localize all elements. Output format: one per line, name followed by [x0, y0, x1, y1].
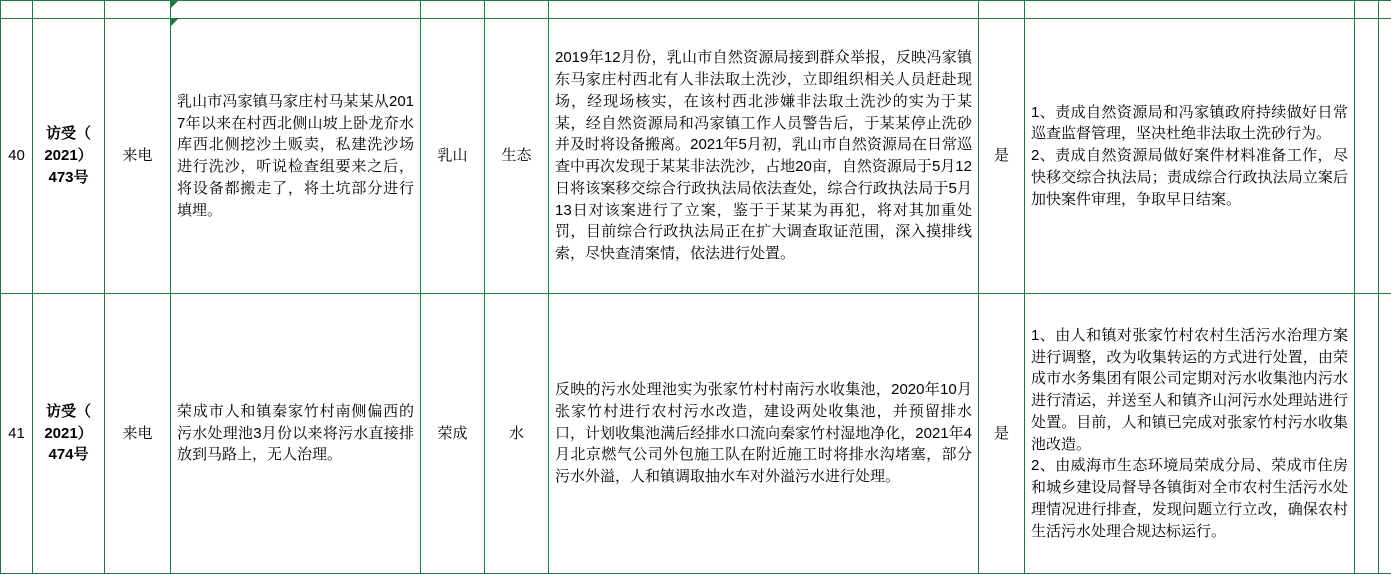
cell-flag: 是 [979, 294, 1025, 574]
source-line: 474号 [48, 446, 89, 464]
cell-measures [1025, 294, 1355, 574]
source-line: 473号 [48, 168, 89, 186]
measure-line: 1、由人和镇对张家竹村农村生活污水治理方案进行调整，改为收集转运的方式进行处置，由荣成市水务集团有限公司定期对污水收集池内污水进行清运，并送至人和镇齐山河污水处理站进行处置。目前，人和镇已完成对张家竹村污水收集池改造。 [1031, 326, 1348, 453]
cell-channel: 来电 [105, 19, 171, 294]
cell-extra-2 [1379, 19, 1391, 294]
table-row-spacer [1, 1, 1391, 19]
cell-spacer-detail [549, 1, 979, 19]
cell-flag: 是 [979, 19, 1025, 294]
cell-spacer-extra-1 [1355, 1, 1379, 19]
cell-source-number [33, 294, 105, 574]
cell-extra-2 [1379, 294, 1391, 574]
cell-extra-1 [1355, 294, 1379, 574]
cell-investigation-detail: 2019年12月份，乳山市自然资源局接到群众举报，反映冯家镇东马家庄村西北有人非法取土洗沙，立即组织相关人员赶赴现场，经现场核实，在该村西北涉嫌非法取土洗沙的实为于某某，经自然资源局和冯家镇工作人员警告后，于某某停止洗砂并及时将设备搬离。2021年5月初，乳山市自然资源局在日常巡查中再次发现于某某非法洗沙，占地20亩，自然资源局于5月12日将该案移交综合行政执法局依法查处，综合行政执法局于5月13日对该案进行了立案，鉴于于某某为再犯，将对其加重处罚，目前综合行政执法局正在扩大调查取证范围，深入摸排线索，尽快查清案情，依法进行处置。 [549, 19, 979, 294]
cell-type: 生态 [485, 19, 549, 294]
cell-spacer-index [1, 1, 33, 19]
source-line: 访受（ [45, 125, 91, 143]
cell-spacer-description [171, 1, 421, 19]
cell-spacer-measures [1025, 1, 1355, 19]
cell-measures [1025, 19, 1355, 294]
table-row [1, 294, 1391, 574]
source-line: 访受（ [45, 402, 91, 420]
cell-extra-1 [1355, 19, 1379, 294]
cell-spacer-source [33, 1, 105, 19]
source-line: 2021） [44, 424, 93, 442]
cell-description: 荣成市人和镇秦家竹村南侧偏西的污水处理池3月份以来将污水直接排放到马路上，无人治理。 [171, 294, 421, 574]
table-row [1, 19, 1391, 294]
cell-area: 乳山 [421, 19, 485, 294]
cell-source-number [33, 19, 105, 294]
source-line: 2021） [44, 147, 93, 165]
measure-line: 1、责成自然资源局和冯家镇政府持续做好日常巡查监督管理，坚决杜绝非法取土洗砂行为。 [1031, 103, 1348, 143]
cell-spacer-area [421, 1, 485, 19]
cell-description: 乳山市冯家镇马家庄村马某某从2017年以来在村西北侧山坡上卧龙夼水库西北侧挖沙土贩卖，私建洗沙场进行洗沙，听说检查组要来之后，将设备都搬走了，将土坑部分进行填埋。 [171, 19, 421, 294]
cell-area: 荣成 [421, 294, 485, 574]
cell-index: 41 [1, 294, 33, 574]
cell-investigation-detail: 反映的污水处理池实为张家竹村村南污水收集池，2020年10月张家竹村进行农村污水改造，建设两处收集池，并预留排水口，计划收集池满后经排水口流向秦家竹村湿地净化，2021年4月北京燃气公司外包施工队在附近施工时将排水沟堵塞，部分污水外溢，人和镇调取抽水车对外溢污水进行处理。 [549, 294, 979, 574]
cell-spacer-extra-2 [1379, 1, 1391, 19]
measure-line: 2、责成自然资源局做好案件材料准备工作，尽快移交综合执法局；责成综合行政执法局立案后加快案件审理，争取早日结案。 [1031, 147, 1348, 208]
measure-line: 2、由威海市生态环境局荣成分局、荣成市住房和城乡建设局督导各镇街对全市农村生活污水处理情况进行排查，发现问题立行立改，确保农村生活污水处理合规达标运行。 [1031, 457, 1348, 540]
cell-channel: 来电 [105, 294, 171, 574]
cell-spacer-flag [979, 1, 1025, 19]
cell-type: 水 [485, 294, 549, 574]
cell-spacer-type [485, 1, 549, 19]
cell-index: 40 [1, 19, 33, 294]
cell-spacer-channel [105, 1, 171, 19]
